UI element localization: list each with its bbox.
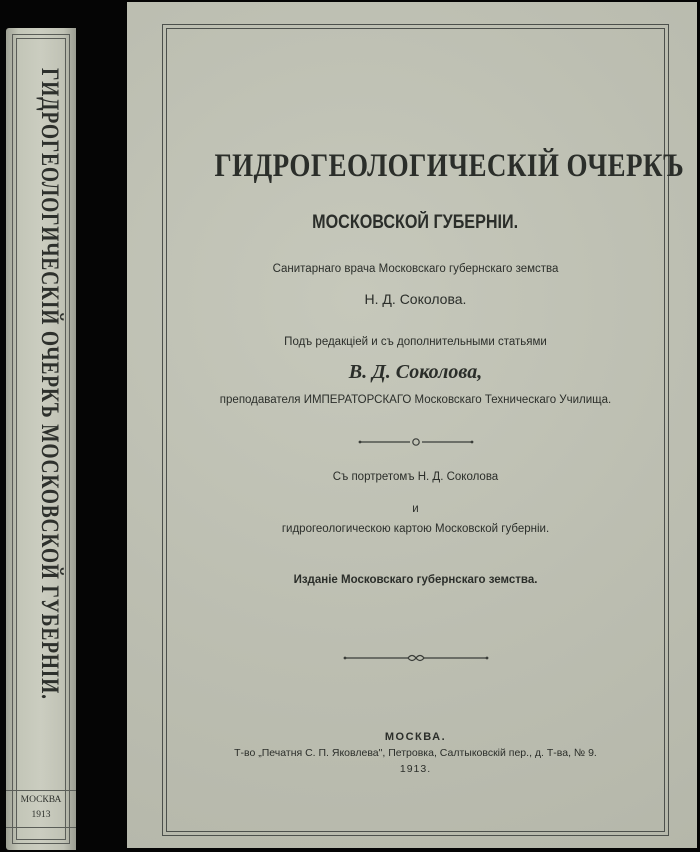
front-cover	[127, 2, 697, 848]
ornament-divider-bottom	[163, 652, 668, 664]
cover-content	[163, 25, 685, 835]
editor-role: преподавателя ИМПЕРАТОРСКАГО Московскаго Техническаго Училища.	[219, 394, 612, 406]
and-line: и	[412, 503, 419, 515]
author-role: Санитарнаго врача Московскаго губернскаго земства	[272, 263, 559, 275]
cover-subtitle: МОСКОВСКОЙ ГУБЕРНІИ.	[312, 212, 519, 233]
cover-border	[162, 24, 685, 836]
spine-place: МОСКВА	[20, 795, 62, 805]
portrait-line: Съ портретомъ Н. Д. Соколова	[332, 471, 499, 483]
cover-year: 1913.	[399, 763, 432, 775]
spine-year: 1913	[31, 810, 51, 820]
ornament-divider-top	[163, 436, 668, 448]
cover-place: МОСКВА.	[384, 731, 447, 743]
editor-name: В. Д. Соколова,	[348, 361, 483, 383]
book-spine	[6, 28, 76, 850]
editor-intro: Подъ редакціей и съ дополнительными статьями	[284, 336, 547, 348]
spine-text-block	[3, 68, 63, 748]
spine-title: ГИДРОГЕОЛОГИЧЕСКІЙ ОЧЕРКЪ МОСКОВСКОЙ ГУБЕРНІИ.	[36, 68, 63, 700]
spine-imprint	[6, 790, 76, 828]
spine-gap	[76, 28, 128, 850]
printer-line: Т-во „Печатня С. П. Яковлева", Петровка, Салтыковскій пер., д. Т-ва, № 9.	[234, 747, 597, 759]
cover-title: ГИДРОГЕОЛОГИЧЕСКІЙ ОЧЕРКЪ	[214, 148, 685, 184]
author-name: Н. Д. Соколова.	[364, 291, 467, 307]
publisher-line: Изданіе Московскаго губернскаго земства.	[293, 574, 538, 586]
map-line: гидрогеологическою картою Московской губерніи.	[281, 523, 550, 535]
